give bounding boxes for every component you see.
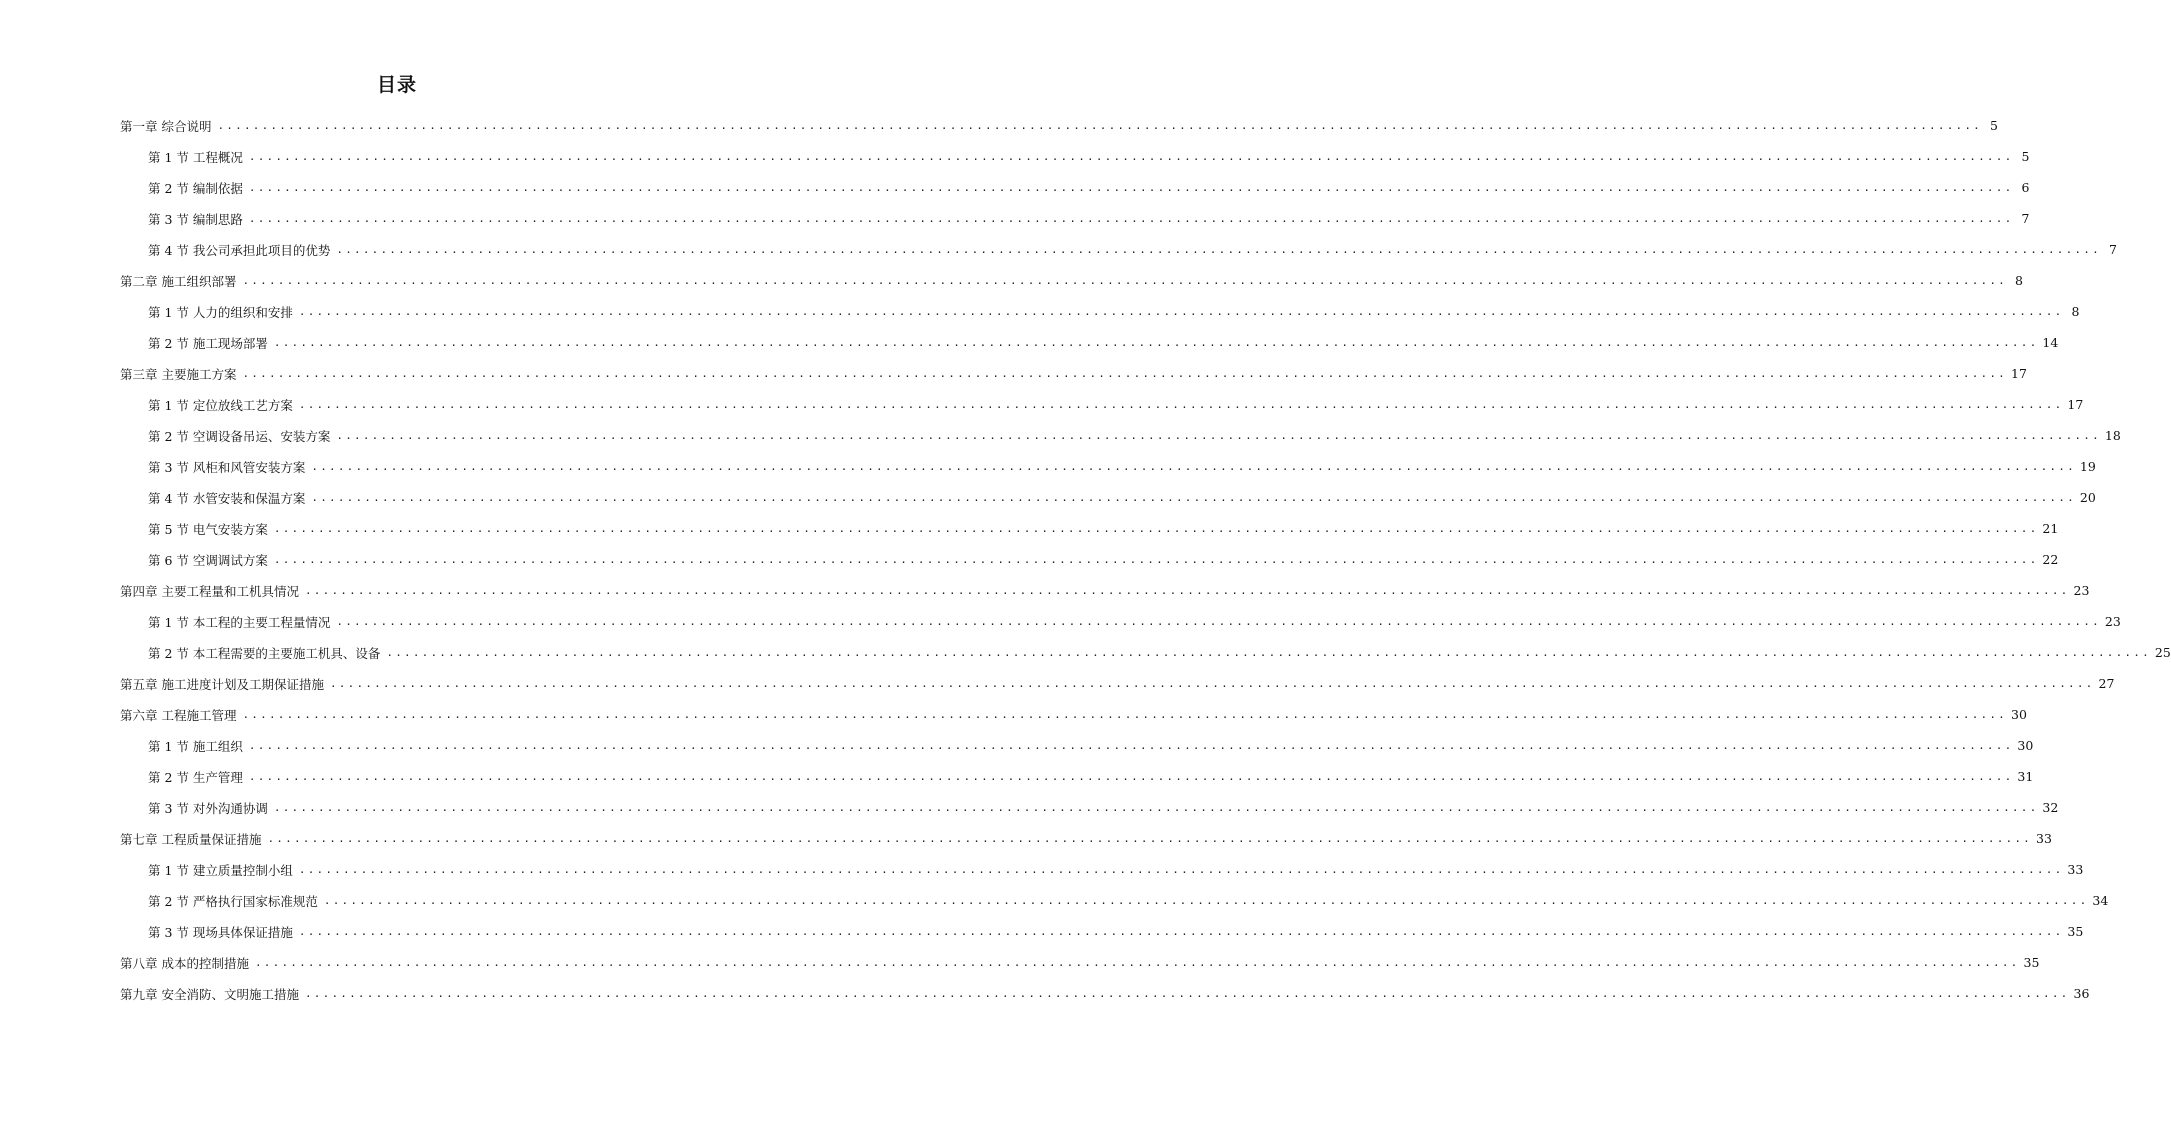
toc-entry-page-number: 35	[2023, 955, 2040, 970]
toc-entry-page-number: 32	[2042, 800, 2059, 815]
toc-entry-page-number: 7	[2108, 242, 2117, 257]
toc-entry-section[interactable]	[120, 172, 2030, 203]
toc-entry-label: 第 1 节 定位放线工艺方案	[148, 397, 293, 413]
toc-entry-label: 第一章 综合说明	[120, 118, 212, 134]
toc-entry-label: 第 3 节 对外沟通协调	[148, 800, 268, 816]
toc-entry-label: 第 2 节 施工现场部署	[148, 335, 268, 351]
toc-entry-page-number: 25	[2154, 645, 2171, 660]
toc-entry-label: 第六章 工程施工管理	[120, 707, 237, 723]
toc-entry-section[interactable]	[120, 637, 2171, 668]
toc-entry-page-number: 5	[2021, 149, 2030, 164]
toc-entry-page-number: 5	[1990, 118, 1998, 133]
toc-entry-page-number: 14	[2042, 335, 2059, 350]
toc-entry-chapter[interactable]	[120, 110, 1998, 141]
toc-entry-label: 第 3 节 编制思路	[148, 211, 243, 227]
dot-leader: ........................................................................................................................................................................................................	[267, 832, 2032, 845]
dot-leader: ........................................................................................................................................................................................................	[336, 243, 2101, 256]
toc-entry-label: 第四章 主要工程量和工机具情况	[120, 583, 299, 599]
dot-leader: ........................................................................................................................................................................................................	[304, 584, 2070, 597]
toc-entry-section[interactable]	[120, 513, 2059, 544]
dot-leader: ........................................................................................................................................................................................................	[323, 894, 2089, 907]
toc-entry-page-number: 33	[2067, 862, 2084, 877]
toc-entry-page-number: 30	[2017, 738, 2034, 753]
dot-leader: ........................................................................................................................................................................................................	[311, 491, 2076, 504]
toc-entry-label: 第 6 节 空调调试方案	[148, 552, 268, 568]
toc-entry-section[interactable]	[120, 141, 2030, 172]
dot-leader: ........................................................................................................................................................................................................	[242, 274, 2007, 287]
toc-entry-page-number: 19	[2079, 459, 2096, 474]
page-title: 目录	[376, 74, 417, 96]
toc-entry-chapter[interactable]	[120, 668, 2115, 699]
dot-leader: ........................................................................................................................................................................................................	[242, 708, 2007, 721]
toc-entry-page-number: 30	[2011, 707, 2027, 722]
toc-entry-label: 第 2 节 本工程需要的主要施工机具、设备	[148, 645, 381, 661]
toc-entry-section[interactable]	[120, 482, 2096, 513]
toc-entry-page-number: 34	[2092, 893, 2109, 908]
toc-entry-page-number: 8	[2015, 273, 2023, 288]
dot-leader: ........................................................................................................................................................................................................	[248, 181, 2014, 194]
toc-entry-section[interactable]	[120, 420, 2121, 451]
toc-entry-section[interactable]	[120, 234, 2117, 265]
toc-entry-section[interactable]	[120, 327, 2059, 358]
toc-entry-chapter[interactable]	[120, 823, 2052, 854]
toc-entry-label: 第 2 节 空调设备吊运、安装方案	[148, 428, 331, 444]
toc-entry-chapter[interactable]	[120, 978, 2090, 1009]
toc-entry-section[interactable]	[120, 203, 2030, 234]
toc-entry-label: 第七章 工程质量保证措施	[120, 831, 262, 847]
dot-leader: ........................................................................................................................................................................................................	[298, 863, 2064, 876]
toc-entry-chapter[interactable]	[120, 265, 2023, 296]
toc-entry-section[interactable]	[120, 792, 2059, 823]
toc-entry-section[interactable]	[120, 761, 2034, 792]
dot-leader: ........................................................................................................................................................................................................	[298, 305, 2064, 318]
toc-entry-chapter[interactable]	[120, 699, 2027, 730]
dot-leader: ........................................................................................................................................................................................................	[336, 615, 2101, 628]
dot-leader: ........................................................................................................................................................................................................	[217, 119, 1982, 132]
dot-leader: ........................................................................................................................................................................................................	[242, 367, 2007, 380]
toc-entry-label: 第 1 节 工程概况	[148, 149, 243, 165]
table-of-contents	[120, 110, 2171, 1009]
toc-entry-page-number: 6	[2021, 180, 2030, 195]
dot-leader: ........................................................................................................................................................................................................	[329, 677, 2095, 690]
toc-entry-page-number: 20	[2079, 490, 2096, 505]
toc-entry-page-number: 33	[2036, 831, 2052, 846]
toc-entry-section[interactable]	[120, 854, 2084, 885]
toc-entry-section[interactable]	[120, 885, 2109, 916]
dot-leader: ........................................................................................................................................................................................................	[254, 956, 2020, 969]
toc-entry-label: 第 4 节 我公司承担此项目的优势	[148, 242, 331, 258]
toc-entry-section[interactable]	[120, 296, 2080, 327]
toc-entry-section[interactable]	[120, 451, 2096, 482]
toc-entry-label: 第 4 节 水管安装和保温方案	[148, 490, 306, 506]
toc-entry-label: 第 1 节 人力的组织和安排	[148, 304, 293, 320]
toc-entry-label: 第 3 节 风柜和风管安装方案	[148, 459, 306, 475]
dot-leader: ........................................................................................................................................................................................................	[273, 522, 2039, 535]
toc-entry-page-number: 31	[2017, 769, 2034, 784]
toc-entry-chapter[interactable]	[120, 947, 2040, 978]
toc-entry-label: 第八章 成本的控制措施	[120, 955, 249, 971]
toc-entry-page-number: 17	[2011, 366, 2027, 381]
dot-leader: ........................................................................................................................................................................................................	[273, 553, 2039, 566]
toc-entry-section[interactable]	[120, 606, 2121, 637]
toc-entry-label: 第 1 节 施工组织	[148, 738, 243, 754]
toc-entry-page-number: 22	[2042, 552, 2059, 567]
toc-entry-chapter[interactable]	[120, 358, 2027, 389]
toc-entry-label: 第三章 主要施工方案	[120, 366, 237, 382]
toc-entry-page-number: 18	[2104, 428, 2121, 443]
toc-entry-page-number: 35	[2067, 924, 2084, 939]
dot-leader: ........................................................................................................................................................................................................	[304, 987, 2070, 1000]
toc-entry-label: 第 2 节 编制依据	[148, 180, 243, 196]
toc-entry-label: 第 1 节 本工程的主要工程量情况	[148, 614, 331, 630]
toc-entry-label: 第 5 节 电气安装方案	[148, 521, 268, 537]
toc-entry-page-number: 36	[2073, 986, 2090, 1001]
toc-entry-label: 第九章 安全消防、文明施工措施	[120, 986, 299, 1002]
toc-entry-page-number: 7	[2021, 211, 2030, 226]
dot-leader: ........................................................................................................................................................................................................	[248, 770, 2014, 783]
dot-leader: ........................................................................................................................................................................................................	[273, 336, 2039, 349]
dot-leader: ........................................................................................................................................................................................................	[386, 646, 2151, 659]
toc-entry-section[interactable]	[120, 730, 2034, 761]
toc-entry-label: 第 2 节 严格执行国家标准规范	[148, 893, 318, 909]
dot-leader: ........................................................................................................................................................................................................	[273, 801, 2039, 814]
dot-leader: ........................................................................................................................................................................................................	[298, 398, 2064, 411]
toc-entry-label: 第 3 节 现场具体保证措施	[148, 924, 293, 940]
dot-leader: ........................................................................................................................................................................................................	[336, 429, 2101, 442]
dot-leader: ........................................................................................................................................................................................................	[248, 739, 2014, 752]
toc-entry-page-number: 23	[2073, 583, 2090, 598]
toc-entry-page-number: 23	[2104, 614, 2121, 629]
dot-leader: ........................................................................................................................................................................................................	[298, 925, 2064, 938]
dot-leader: ........................................................................................................................................................................................................	[248, 212, 2014, 225]
toc-entry-label: 第二章 施工组织部署	[120, 273, 237, 289]
toc-entry-section[interactable]	[120, 389, 2084, 420]
toc-entry-label: 第五章 施工进度计划及工期保证措施	[120, 676, 324, 692]
dot-leader: ........................................................................................................................................................................................................	[248, 150, 2014, 163]
toc-entry-page-number: 17	[2067, 397, 2084, 412]
dot-leader: ........................................................................................................................................................................................................	[311, 460, 2076, 473]
toc-entry-section[interactable]	[120, 544, 2059, 575]
toc-entry-page-number: 8	[2071, 304, 2080, 319]
toc-entry-section[interactable]	[120, 916, 2084, 947]
toc-entry-label: 第 1 节 建立质量控制小组	[148, 862, 293, 878]
toc-entry-page-number: 21	[2042, 521, 2059, 536]
toc-entry-page-number: 27	[2098, 676, 2115, 691]
toc-entry-label: 第 2 节 生产管理	[148, 769, 243, 785]
toc-entry-chapter[interactable]	[120, 575, 2090, 606]
